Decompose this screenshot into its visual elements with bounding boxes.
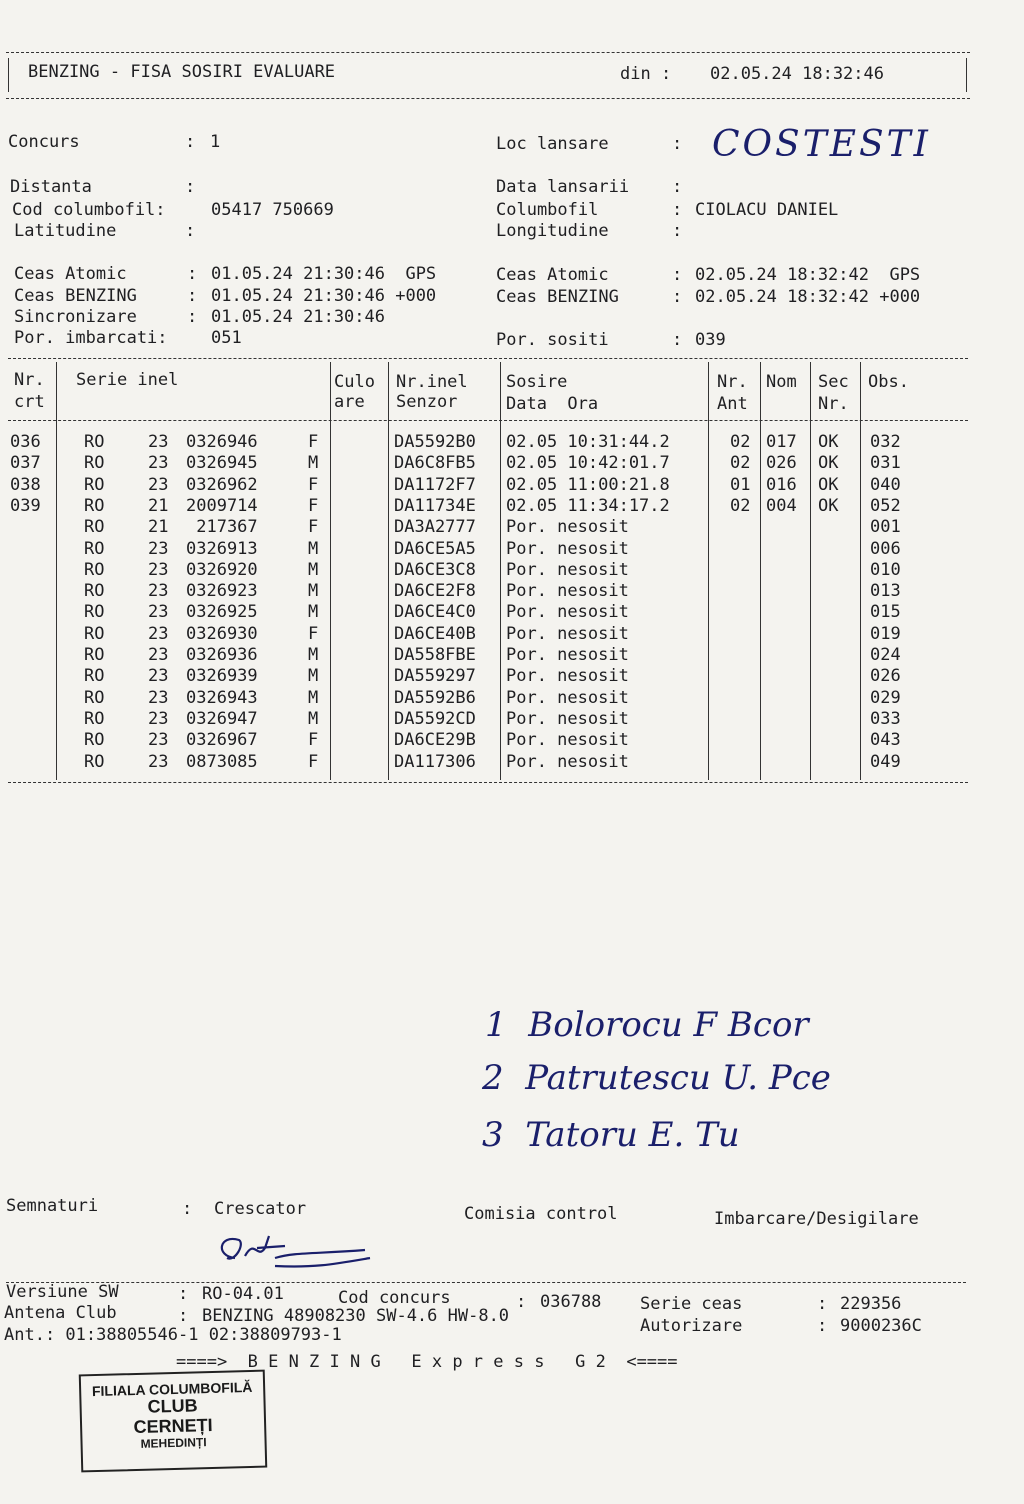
crescator-label: Crescator: [214, 1199, 307, 1219]
cell-sensor: DA5592B0: [394, 432, 476, 452]
header-right-border: [966, 58, 967, 92]
cell-sec: OK: [818, 474, 839, 495]
ceas-atomic-right: 02.05.24 18:32:42 GPS: [695, 265, 921, 285]
stamp-line4: MEHEDINȚI: [140, 1435, 207, 1451]
cell-arrival: 02.05 10:42:01.7: [506, 453, 670, 474]
cell-sex: F: [308, 495, 319, 516]
ant-line: Ant.: 01:38805546-1 02:38809793-1: [4, 1325, 342, 1345]
cell-antenna: 02: [730, 432, 751, 452]
colon: :: [187, 264, 198, 284]
club-stamp: [79, 1370, 268, 1473]
cell-sex: F: [308, 730, 319, 751]
cell-sensor: DA6CE40B: [394, 623, 476, 644]
cell-ring: 0326920: [186, 559, 258, 580]
cell-ring: 0326913: [186, 538, 258, 559]
cell-year: 23: [148, 751, 169, 772]
serie-ceas-label: Serie ceas: [640, 1294, 743, 1314]
cell-obs: 043: [870, 730, 901, 751]
cell-nom: 017: [766, 432, 797, 452]
cell-sensor: DA3A2777: [394, 517, 476, 538]
cell-country: RO: [84, 432, 105, 452]
cell-obs: 013: [870, 581, 901, 602]
cell-year: 23: [148, 474, 169, 495]
cell-sec: OK: [818, 495, 839, 516]
cell-year: 23: [148, 666, 169, 687]
colon: :: [672, 287, 683, 307]
col-divider: [330, 362, 331, 780]
cell-crt: 038: [10, 474, 41, 495]
ceas-atomic-left: 01.05.24 21:30:46 GPS: [211, 264, 437, 284]
colon: :: [178, 1284, 189, 1304]
cell-ring: 0326967: [186, 730, 258, 751]
cell-ring: 0873085: [186, 751, 258, 772]
cell-country: RO: [84, 559, 105, 580]
header-data-ora: Data Ora: [506, 394, 599, 414]
cell-arrival: 02.05 11:34:17.2: [506, 495, 670, 516]
ceas-atomic-right-label: Ceas Atomic: [496, 265, 609, 285]
cell-country: RO: [84, 623, 105, 644]
header-nr-ant: Nr.: [717, 372, 748, 392]
cell-sensor: DA117306: [394, 751, 476, 772]
cell-year: 23: [148, 453, 169, 474]
cell-arrival: Por. nesosit: [506, 645, 629, 665]
cell-sex: M: [308, 645, 319, 665]
handwritten-entry: [485, 1005, 809, 1045]
cell-arrival: Por. nesosit: [506, 559, 629, 580]
cell-sex: M: [308, 538, 319, 559]
cell-sensor: DA6CE5A5: [394, 538, 476, 559]
cell-obs: 032: [870, 432, 901, 452]
ceas-benzing-left: 01.05.24 21:30:46 +000: [211, 286, 437, 306]
cell-sensor: DA1172F7: [394, 474, 476, 495]
colon: :: [185, 177, 196, 197]
cell-arrival: Por. nesosit: [506, 751, 629, 772]
cell-sex: M: [308, 453, 319, 474]
brand-line: ====> B E N Z I N G E x p r e s s G 2 <====: [176, 1352, 678, 1372]
cell-year: 23: [148, 645, 169, 665]
document-title: BENZING - FISA SOSIRI EVALUARE: [28, 62, 336, 82]
cell-ring: 2009714: [186, 495, 258, 516]
cell-year: 21: [148, 517, 169, 538]
cell-crt: 036: [10, 432, 41, 452]
autorizare-value: 9000236C: [840, 1316, 922, 1336]
cell-sensor: DA5592B6: [394, 687, 476, 708]
cell-nom: 016: [766, 474, 797, 495]
cell-antenna: 02: [730, 495, 751, 516]
cell-ring: 0326939: [186, 666, 258, 687]
ceas-benzing-right-label: Ceas BENZING: [496, 287, 619, 307]
imbarcati-label: Por. imbarcati:: [14, 328, 168, 348]
handwritten-name: Tatoru E. Tu: [525, 1115, 740, 1155]
cell-obs: 019: [870, 623, 901, 644]
header-senzor: Senzor: [396, 392, 458, 412]
cell-arrival: Por. nesosit: [506, 666, 629, 687]
cod-columbofil-label: Cod columbofil:: [12, 200, 166, 220]
cell-sex: F: [308, 432, 319, 452]
cell-arrival: Por. nesosit: [506, 730, 629, 751]
cell-country: RO: [84, 581, 105, 602]
header-nr-inel: Nr.inel: [396, 372, 468, 392]
cell-ring: 217367: [186, 517, 258, 538]
cell-arrival: Por. nesosit: [506, 687, 629, 708]
cell-obs: 040: [870, 474, 901, 495]
cell-year: 23: [148, 708, 169, 729]
handwritten-name: Bolorocu F Bcor: [528, 1005, 809, 1045]
colon: :: [187, 286, 198, 306]
cell-country: RO: [84, 666, 105, 687]
cell-sensor: DA11734E: [394, 495, 476, 516]
cell-arrival: 02.05 11:00:21.8: [506, 474, 670, 495]
cell-obs: 052: [870, 495, 901, 516]
date-value: 02.05.24 18:32:46: [710, 64, 884, 84]
crescator-signature: [205, 1228, 375, 1280]
cell-obs: 015: [870, 602, 901, 623]
header-sec: Sec: [818, 372, 849, 392]
colon: :: [672, 330, 683, 350]
serie-ceas-value: 229356: [840, 1294, 902, 1314]
cell-obs: 001: [870, 517, 901, 538]
colon: :: [516, 1292, 527, 1312]
cell-nom: 004: [766, 495, 797, 516]
colon: :: [672, 177, 683, 197]
header-left-border: [8, 58, 9, 92]
colon: :: [178, 1306, 189, 1326]
header-culo: Culo: [334, 372, 375, 392]
date-label: din :: [620, 64, 672, 84]
data-lansarii-label: Data lansarii: [496, 177, 630, 197]
cod-concurs-value: 036788: [540, 1292, 602, 1312]
colon: :: [672, 134, 683, 154]
footer-rule: [6, 1282, 966, 1283]
sincronizare-value: 01.05.24 21:30:46: [211, 307, 385, 327]
cell-ring: 0326962: [186, 474, 258, 495]
colon: :: [185, 132, 196, 152]
distanta-label: Distanta: [10, 177, 92, 197]
cell-obs: 026: [870, 666, 901, 687]
cell-arrival: Por. nesosit: [506, 602, 629, 623]
ceas-benzing-label: Ceas BENZING: [14, 286, 137, 306]
cell-year: 23: [148, 538, 169, 559]
cell-sensor: DA6CE29B: [394, 730, 476, 751]
colon: :: [817, 1316, 828, 1336]
cell-sensor: DA5592CD: [394, 708, 476, 729]
cell-ring: 0326930: [186, 623, 258, 644]
stamp-line3: CERNEȚI: [133, 1415, 213, 1438]
cell-sex: M: [308, 687, 319, 708]
handwritten-entry: [482, 1058, 831, 1098]
cell-year: 23: [148, 432, 169, 452]
header-bottom-rule: [6, 98, 970, 99]
cell-country: RO: [84, 687, 105, 708]
cell-country: RO: [84, 517, 105, 538]
colon: :: [185, 221, 196, 241]
cell-obs: 029: [870, 687, 901, 708]
col-divider: [860, 362, 861, 780]
cell-country: RO: [84, 730, 105, 751]
cell-country: RO: [84, 751, 105, 772]
cod-columbofil-value: 05417 750669: [211, 200, 334, 220]
columbofil-label: Columbofil: [496, 200, 599, 220]
cell-ring: 0326936: [186, 645, 258, 665]
colon: :: [672, 221, 683, 241]
cod-concurs-label: Cod concurs: [338, 1288, 451, 1308]
cell-sensor: DA6CE2F8: [394, 581, 476, 602]
header-top-rule: [6, 52, 970, 53]
cell-sensor: DA6C8FB5: [394, 453, 476, 474]
cell-year: 23: [148, 623, 169, 644]
header-sec-nr: Nr.: [818, 394, 849, 414]
cell-arrival: Por. nesosit: [506, 538, 629, 559]
handwritten-name: Patrutescu U. Pce: [525, 1058, 831, 1098]
header-sosire: Sosire: [506, 372, 568, 392]
ceas-atomic-label: Ceas Atomic: [14, 264, 127, 284]
cell-obs: 010: [870, 559, 901, 580]
cell-sex: F: [308, 474, 319, 495]
cell-sex: M: [308, 559, 319, 580]
col-divider: [56, 362, 57, 780]
cell-sex: M: [308, 581, 319, 602]
cell-sex: M: [308, 602, 319, 623]
loc-lansare-handwritten: COSTESTI: [712, 124, 931, 165]
cell-year: 23: [148, 559, 169, 580]
cell-country: RO: [84, 538, 105, 559]
table-header-rule: [8, 420, 968, 421]
cell-obs: 006: [870, 538, 901, 559]
versiune-label: Versiune SW: [6, 1282, 119, 1302]
antena-label: Antena Club: [4, 1303, 117, 1323]
cell-year: 23: [148, 581, 169, 602]
cell-sensor: DA6CE4C0: [394, 602, 476, 623]
handwritten-number: 3: [482, 1115, 504, 1155]
cell-arrival: Por. nesosit: [506, 517, 629, 538]
concurs-value: 1: [210, 132, 221, 152]
cell-country: RO: [84, 453, 105, 474]
stamp-line2: CLUB: [147, 1395, 198, 1418]
cell-sensor: DA559297: [394, 666, 476, 687]
colon: :: [187, 307, 198, 327]
semnaturi-label: Semnaturi: [6, 1196, 99, 1216]
colon: :: [182, 1199, 193, 1219]
col-divider: [810, 362, 811, 780]
cell-year: 21: [148, 495, 169, 516]
cell-arrival: Por. nesosit: [506, 581, 629, 602]
cell-antenna: 02: [730, 453, 751, 474]
cell-year: 23: [148, 730, 169, 751]
stamp-line1: FILIALA COLUMBOFILĂ: [91, 1378, 253, 1400]
concurs-label: Concurs: [8, 132, 80, 152]
header-ant: Ant: [717, 394, 748, 414]
cell-ring: 0326923: [186, 581, 258, 602]
cell-ring: 0326947: [186, 708, 258, 729]
cell-antenna: 01: [730, 474, 751, 495]
autorizare-label: Autorizare: [640, 1316, 743, 1336]
sositi-label: Por. sositi: [496, 330, 609, 350]
cell-arrival: Por. nesosit: [506, 623, 629, 644]
cell-obs: 033: [870, 708, 901, 729]
cell-sensor: DA558FBE: [394, 645, 476, 665]
versiune-value: RO-04.01: [202, 1284, 284, 1304]
cell-ring: 0326945: [186, 453, 258, 474]
cell-obs: 024: [870, 645, 901, 665]
header-nom: Nom: [766, 372, 797, 392]
cell-nom: 026: [766, 453, 797, 474]
cell-sec: OK: [818, 432, 839, 452]
antena-value: BENZING 48908230 SW-4.6 HW-8.0: [202, 1306, 510, 1326]
table-bottom-rule: [8, 782, 968, 783]
cell-sensor: DA6CE3C8: [394, 559, 476, 580]
colon: :: [672, 200, 683, 220]
header-crt: crt: [14, 392, 45, 412]
cell-crt: 037: [10, 453, 41, 474]
longitudine-label: Longitudine: [496, 221, 609, 241]
cell-ring: 0326943: [186, 687, 258, 708]
cell-ring: 0326925: [186, 602, 258, 623]
latitudine-label: Latitudine: [14, 221, 117, 241]
cell-country: RO: [84, 602, 105, 623]
cell-year: 23: [148, 687, 169, 708]
colon: :: [672, 265, 683, 285]
ceas-benzing-right: 02.05.24 18:32:42 +000: [695, 287, 921, 307]
table-top-rule: [8, 358, 968, 359]
cell-country: RO: [84, 474, 105, 495]
cell-sex: M: [308, 666, 319, 687]
col-divider: [708, 362, 709, 780]
imbarcati-value: 051: [211, 328, 242, 348]
handwritten-entry: [482, 1115, 740, 1155]
cell-ring: 0326946: [186, 432, 258, 452]
sincronizare-label: Sincronizare: [14, 307, 137, 327]
col-divider: [388, 362, 389, 780]
col-divider: [500, 362, 501, 780]
header-serie-inel: Serie inel: [76, 370, 179, 390]
cell-sex: F: [308, 751, 319, 772]
col-divider: [760, 362, 761, 780]
header-are: are: [334, 392, 365, 412]
cell-country: RO: [84, 708, 105, 729]
cell-year: 23: [148, 602, 169, 623]
cell-arrival: 02.05 10:31:44.2: [506, 432, 670, 452]
header-nr: Nr.: [14, 370, 45, 390]
cell-sex: F: [308, 623, 319, 644]
cell-country: RO: [84, 645, 105, 665]
cell-country: RO: [84, 495, 105, 516]
colon: :: [817, 1294, 828, 1314]
handwritten-number: 2: [482, 1058, 504, 1098]
cell-obs: 049: [870, 751, 901, 772]
cell-arrival: Por. nesosit: [506, 708, 629, 729]
handwritten-number: 1: [485, 1005, 507, 1045]
cell-obs: 031: [870, 453, 901, 474]
cell-crt: 039: [10, 495, 41, 516]
comisia-control-label: Comisia control: [464, 1204, 618, 1224]
header-obs: Obs.: [868, 372, 909, 392]
cell-sec: OK: [818, 453, 839, 474]
cell-sex: F: [308, 517, 319, 538]
columbofil-value: CIOLACU DANIEL: [695, 200, 839, 220]
loc-lansare-label: Loc lansare: [496, 134, 609, 154]
imbarcare-desigilare-label: Imbarcare/Desigilare: [714, 1209, 919, 1229]
sositi-value: 039: [695, 330, 726, 350]
cell-sex: M: [308, 708, 319, 729]
